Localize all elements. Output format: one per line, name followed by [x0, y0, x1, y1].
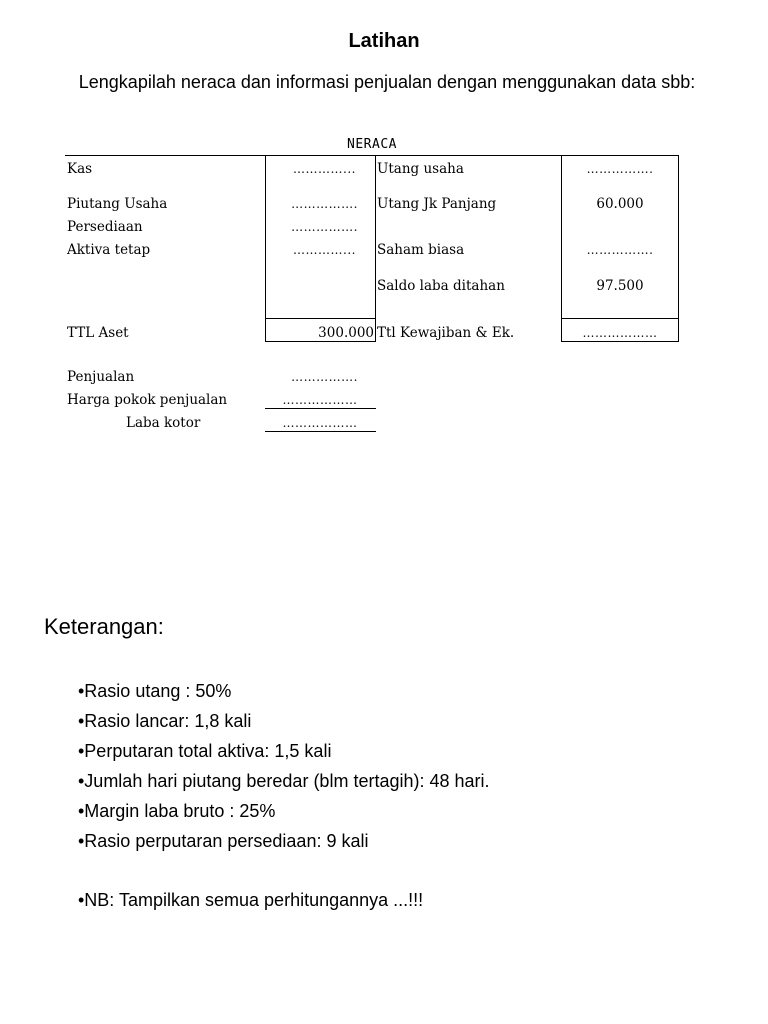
total-assets-value: 300.000	[318, 325, 374, 341]
keterangan-list	[78, 676, 490, 856]
keterangan-item: •Perputaran total aktiva: 1,5 kali	[78, 741, 332, 761]
column-divider-right-outer	[678, 155, 679, 342]
instruction-text: Lengkapilah neraca dan informasi penjualan dengan menggunakan data sbb:	[78, 72, 696, 92]
total-liabilities-value: ………………	[582, 326, 658, 340]
keterangan-item: •Rasio lancar: 1,8 kali	[78, 711, 252, 731]
hpp-underline	[265, 408, 376, 409]
total-liab-top-rule	[561, 318, 679, 319]
sales-value-hpp: ………………	[282, 393, 358, 407]
liab-value-saham-biasa: …………….	[586, 243, 654, 257]
asset-value-kas: …………...	[293, 162, 356, 176]
liab-value-saldo-laba: 97.500	[596, 278, 644, 294]
liab-value-utang-usaha: …………….	[586, 162, 654, 176]
keterangan-item: •Margin laba bruto : 25%	[78, 801, 276, 821]
asset-label-kas: Kas	[67, 161, 93, 177]
keterangan-item: •Rasio utang : 50%	[78, 681, 232, 701]
total-assets-bottom-rule	[265, 341, 375, 342]
column-divider-middle	[375, 155, 376, 342]
asset-label-piutang: Piutang Usaha	[67, 196, 168, 212]
table-top-rule	[65, 155, 679, 156]
total-assets-label: TTL Aset	[67, 325, 129, 341]
sales-label-laba-kotor: Laba kotor	[126, 415, 201, 431]
sales-value-laba-kotor: ………………	[282, 416, 358, 430]
asset-value-piutang: …………….	[291, 197, 358, 211]
sales-label-penjualan: Penjualan	[67, 369, 135, 385]
page-title: Latihan	[348, 30, 420, 52]
liab-value-utang-jk-panjang: 60.000	[596, 196, 644, 212]
laba-kotor-underline	[265, 431, 376, 432]
asset-label-persediaan: Persediaan	[67, 219, 143, 235]
keterangan-title: Keterangan:	[44, 614, 164, 639]
keterangan-item: •Rasio perputaran persediaan: 9 kali	[78, 831, 369, 851]
asset-value-aktiva-tetap: …………...	[293, 243, 356, 257]
liab-label-utang-usaha: Utang usaha	[377, 161, 464, 177]
neraca-title: NERACA	[347, 137, 397, 152]
liab-label-saham-biasa: Saham biasa	[377, 242, 465, 258]
note-text: •NB: Tampilkan semua perhitungannya ...!!!	[78, 890, 424, 910]
total-assets-top-rule	[265, 318, 375, 319]
sales-label-hpp: Harga pokok penjualan	[67, 392, 228, 408]
sales-value-penjualan: …………….	[291, 370, 358, 384]
liab-label-saldo-laba: Saldo laba ditahan	[377, 278, 505, 294]
total-liabilities-label: Ttl Kewajiban & Ek.	[377, 325, 515, 341]
liab-label-utang-jk-panjang: Utang Jk Panjang	[377, 196, 497, 212]
total-liab-bottom-rule	[561, 341, 679, 342]
asset-value-persediaan: …………….	[291, 220, 358, 234]
asset-label-aktiva-tetap: Aktiva tetap	[67, 242, 151, 258]
keterangan-item: •Jumlah hari piutang beredar (blm tertagih): 48 hari.	[78, 771, 490, 791]
